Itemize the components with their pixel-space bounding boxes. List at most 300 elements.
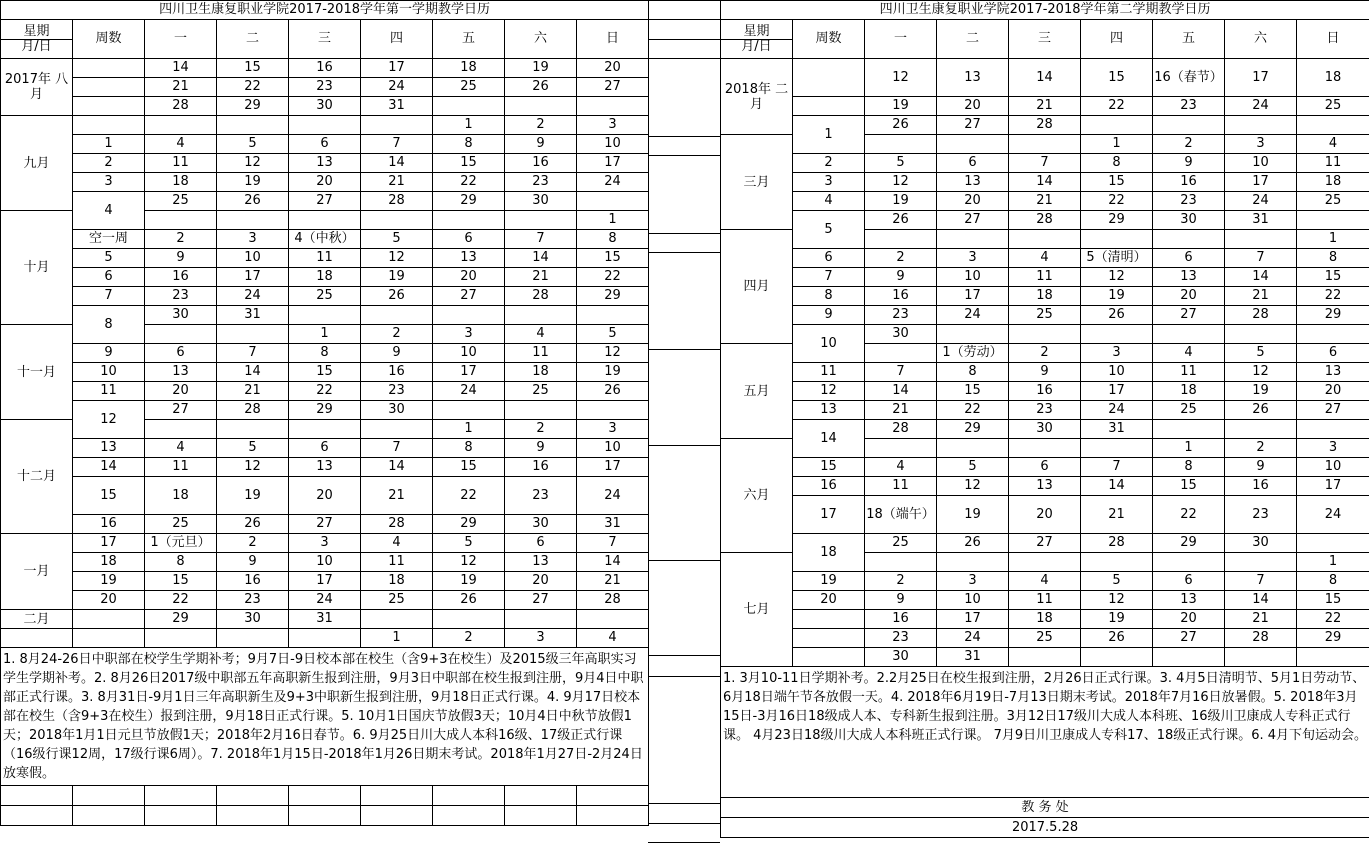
date-cell — [145, 116, 217, 135]
date-cell: 19 — [577, 363, 649, 382]
date-cell: 10 — [1225, 154, 1297, 173]
date-cell: 15 — [1081, 173, 1153, 192]
date-cell: 16 — [1153, 173, 1225, 192]
date-cell: 19 — [361, 268, 433, 287]
date-cell: 25 — [1153, 401, 1225, 420]
date-cell: 13 — [1153, 591, 1225, 610]
date-cell: 9 — [1009, 363, 1081, 382]
date-cell: 8 — [1297, 249, 1369, 268]
date-cell: 16 — [1225, 477, 1297, 496]
date-cell: 6 — [289, 135, 361, 154]
date-cell: 12 — [865, 59, 937, 97]
date-cell: 13 — [505, 553, 577, 572]
date-cell: 29 — [1297, 306, 1369, 325]
date-cell: 17 — [937, 610, 1009, 629]
calendar-notes: 1. 3月10-11日学期补考。2.2月25日在校生报到注册，2月26日正式行课。3. 4月5日清明节、5月1日劳动节、6月18日端午节各放假一天。4. 2018年6月19日-7月13日期末考试。2018年7月16日放暑假。5. 2018年3月15日-3月16日18级成人本、专科新生报到注册。3月12日17级川大成人本科班、16级川卫康成人专科正式行课。 4月23日18级川大成人本科班正式行课。 7月9日川卫康成人专科17、18级正式行课。6. 4月下旬运动会。 — [721, 667, 1369, 798]
date-cell — [1009, 439, 1081, 458]
date-cell: 2 — [433, 629, 505, 648]
date-cell: 3 — [289, 534, 361, 553]
date-cell: 20 — [433, 268, 505, 287]
date-cell: 30 — [1009, 420, 1081, 439]
month-label: 一月 — [1, 534, 73, 610]
date-cell: 6 — [145, 344, 217, 363]
date-cell — [145, 325, 217, 344]
semester1-calendar — [0, 0, 649, 826]
header-day: 三 — [1009, 20, 1081, 59]
date-cell: 30 — [1225, 534, 1297, 553]
date-cell: 9 — [361, 344, 433, 363]
date-cell — [1297, 211, 1369, 230]
week-number-cell: 17 — [793, 496, 865, 534]
week-number-cell: 2 — [793, 154, 865, 173]
date-cell — [1225, 648, 1297, 667]
date-cell: 18 — [1009, 610, 1081, 629]
footer-empty-cell — [289, 786, 361, 806]
date-cell — [577, 401, 649, 420]
date-cell: 17 — [1225, 173, 1297, 192]
date-cell: 18（端午） — [865, 496, 937, 534]
week-number-cell: 8 — [793, 287, 865, 306]
date-cell: 12 — [217, 154, 289, 173]
date-cell — [217, 325, 289, 344]
week-number-cell: 10 — [73, 363, 145, 382]
date-cell: 15 — [1153, 477, 1225, 496]
calendar-row — [1, 439, 649, 458]
calendar-row — [1, 135, 649, 154]
date-cell: 16 — [361, 363, 433, 382]
date-cell: 9 — [145, 249, 217, 268]
calendar-row — [721, 325, 1369, 344]
date-cell — [1225, 553, 1297, 572]
date-cell: 23 — [289, 78, 361, 97]
week-number-cell: 空一周 — [73, 230, 145, 249]
date-cell: 13 — [145, 363, 217, 382]
week-number-cell: 4 — [793, 192, 865, 211]
date-cell: 4 — [361, 534, 433, 553]
date-cell — [361, 610, 433, 629]
week-number-cell: 9 — [793, 306, 865, 325]
date-cell: 16 — [289, 59, 361, 78]
date-cell: 29 — [577, 287, 649, 306]
date-cell: 30 — [217, 610, 289, 629]
date-cell: 3 — [1297, 439, 1369, 458]
date-cell: 17 — [1225, 59, 1297, 97]
calendar-row — [1, 344, 649, 363]
date-cell: 23 — [1153, 192, 1225, 211]
date-cell — [289, 629, 361, 648]
date-cell: 25 — [1009, 306, 1081, 325]
date-cell: 20 — [937, 97, 1009, 116]
month-label-empty — [1, 629, 73, 648]
date-cell: 5 — [1225, 344, 1297, 363]
calendar-row — [1, 268, 649, 287]
date-cell: 2 — [865, 572, 937, 591]
week-number-cell: 13 — [73, 439, 145, 458]
date-cell: 25 — [865, 534, 937, 553]
calendar-row — [1, 477, 649, 515]
calendar-row — [721, 211, 1369, 230]
calendar-row — [721, 648, 1369, 667]
date-cell: 19 — [505, 59, 577, 78]
date-cell: 23 — [217, 591, 289, 610]
date-cell: 11 — [289, 249, 361, 268]
header-day: 一 — [865, 20, 937, 59]
date-cell — [433, 97, 505, 116]
header-week-number: 周数 — [73, 20, 145, 59]
date-cell: 7 — [217, 344, 289, 363]
date-cell: 13 — [1009, 477, 1081, 496]
date-cell: 19 — [937, 496, 1009, 534]
calendar-row — [721, 591, 1369, 610]
date-cell: 30 — [289, 97, 361, 116]
week-number-cell — [793, 610, 865, 629]
date-cell: 26 — [1081, 629, 1153, 648]
date-cell: 22 — [937, 401, 1009, 420]
date-cell: 28 — [865, 420, 937, 439]
header-day: 日 — [1297, 20, 1369, 59]
date-cell: 25 — [289, 287, 361, 306]
calendar-row — [1, 306, 649, 325]
date-cell: 11 — [145, 154, 217, 173]
week-number-cell — [73, 610, 145, 629]
week-number-cell — [73, 78, 145, 97]
gap-line — [648, 655, 720, 656]
week-number-cell: 16 — [793, 477, 865, 496]
date-cell: 11 — [865, 477, 937, 496]
footer-empty-cell — [505, 806, 577, 826]
header-day: 四 — [361, 20, 433, 59]
date-cell — [217, 211, 289, 230]
date-cell: 23 — [1009, 401, 1081, 420]
date-cell — [217, 116, 289, 135]
date-cell: 27 — [937, 211, 1009, 230]
date-cell: 28 — [577, 591, 649, 610]
date-cell: 26 — [1225, 401, 1297, 420]
date-cell: 5 — [1081, 572, 1153, 591]
date-cell: 21 — [145, 78, 217, 97]
week-number-cell: 10 — [793, 325, 865, 363]
date-cell: 16 — [505, 458, 577, 477]
date-cell: 13 — [289, 458, 361, 477]
date-cell — [433, 306, 505, 325]
date-cell: 18 — [145, 173, 217, 192]
date-cell: 23 — [505, 173, 577, 192]
date-cell: 20 — [289, 477, 361, 515]
date-cell: 5 — [577, 325, 649, 344]
date-cell: 21 — [1009, 97, 1081, 116]
date-cell: 8 — [1153, 458, 1225, 477]
date-cell: 19 — [1081, 610, 1153, 629]
date-cell: 30 — [505, 515, 577, 534]
gap-line — [648, 349, 720, 350]
date-cell: 4 — [145, 439, 217, 458]
footer-empty-cell — [361, 786, 433, 806]
date-cell: 15 — [1297, 268, 1369, 287]
date-cell: 8 — [433, 135, 505, 154]
date-cell: 10 — [1081, 363, 1153, 382]
date-cell: 17 — [433, 363, 505, 382]
gap-line — [648, 233, 720, 234]
date-cell: 22 — [217, 78, 289, 97]
calendar-row — [721, 420, 1369, 439]
date-cell — [1297, 420, 1369, 439]
date-cell: 23 — [1153, 97, 1225, 116]
date-cell: 23 — [145, 287, 217, 306]
semester2-calendar — [720, 0, 1369, 838]
date-cell: 4 — [577, 629, 649, 648]
calendar-row — [721, 173, 1369, 192]
date-cell: 10 — [217, 249, 289, 268]
date-cell — [289, 420, 361, 439]
date-cell: 1 — [433, 116, 505, 135]
date-cell: 25 — [145, 192, 217, 211]
date-cell: 1 — [577, 211, 649, 230]
date-cell: 5 — [217, 439, 289, 458]
date-cell: 13 — [937, 173, 1009, 192]
date-cell: 21 — [865, 401, 937, 420]
date-cell — [865, 344, 937, 363]
week-number-cell: 4 — [73, 192, 145, 230]
date-cell: 15 — [1297, 591, 1369, 610]
date-cell: 25 — [505, 382, 577, 401]
month-label: 四月 — [721, 230, 793, 344]
calendar-row — [721, 306, 1369, 325]
date-cell: 12 — [433, 553, 505, 572]
date-cell — [145, 629, 217, 648]
date-cell: 4（中秋） — [289, 230, 361, 249]
calendar-row — [721, 496, 1369, 534]
date-cell: 21 — [217, 382, 289, 401]
calendar-row — [1, 116, 649, 135]
date-cell: 25 — [1297, 192, 1369, 211]
calendar-row — [721, 97, 1369, 116]
date-cell: 12 — [361, 249, 433, 268]
calendar-row — [1, 230, 649, 249]
date-cell — [937, 325, 1009, 344]
date-cell: 7 — [361, 439, 433, 458]
date-cell: 24 — [1225, 192, 1297, 211]
date-cell — [1081, 553, 1153, 572]
date-cell: 27 — [1153, 306, 1225, 325]
date-cell: 31 — [1081, 420, 1153, 439]
month-label: 十二月 — [1, 420, 73, 534]
calendar-row — [1, 401, 649, 420]
date-cell: 27 — [289, 515, 361, 534]
date-cell — [505, 211, 577, 230]
date-cell — [937, 553, 1009, 572]
month-label: 2017年 八月 — [1, 59, 73, 116]
date-cell: 11 — [1009, 591, 1081, 610]
date-cell: 1 — [1297, 553, 1369, 572]
week-number-cell: 13 — [793, 401, 865, 420]
date-cell: 29 — [217, 97, 289, 116]
date-cell: 28 — [145, 97, 217, 116]
date-cell: 14 — [361, 154, 433, 173]
week-number-cell: 11 — [73, 382, 145, 401]
date-cell: 28 — [1009, 211, 1081, 230]
date-cell: 12 — [1225, 363, 1297, 382]
date-cell: 16 — [145, 268, 217, 287]
date-cell: 3 — [433, 325, 505, 344]
header-weekday-month — [1, 20, 73, 59]
date-cell — [289, 211, 361, 230]
date-cell: 3 — [217, 230, 289, 249]
footer-empty-cell — [217, 806, 289, 826]
date-cell: 18 — [289, 268, 361, 287]
date-cell: 20 — [289, 173, 361, 192]
date-cell: 17 — [361, 59, 433, 78]
footer-empty-cell — [217, 786, 289, 806]
date-cell: 29 — [433, 515, 505, 534]
calendar-row — [1, 173, 649, 192]
calendar-row — [1, 553, 649, 572]
date-cell: 10 — [433, 344, 505, 363]
date-cell: 30 — [505, 192, 577, 211]
date-cell: 14 — [1225, 591, 1297, 610]
week-number-cell: 1 — [73, 135, 145, 154]
date-cell: 9 — [865, 591, 937, 610]
date-cell: 1 — [1153, 439, 1225, 458]
date-cell: 5（清明） — [1081, 249, 1153, 268]
gap-line — [648, 155, 720, 156]
footer-empty-cell — [289, 806, 361, 826]
month-label: 十一月 — [1, 325, 73, 420]
date-cell: 30 — [865, 648, 937, 667]
date-cell: 17 — [577, 154, 649, 173]
header-day: 四 — [1081, 20, 1153, 59]
date-cell: 22 — [1297, 610, 1369, 629]
gap-line — [648, 676, 720, 677]
footer-empty-cell — [73, 786, 145, 806]
date-cell — [361, 116, 433, 135]
week-number-cell: 16 — [73, 515, 145, 534]
week-number-cell: 3 — [793, 173, 865, 192]
date-cell — [865, 439, 937, 458]
date-cell: 15 — [433, 458, 505, 477]
calendar-title: 四川卫生康复职业学院2017-2018学年第二学期教学日历 — [721, 1, 1369, 20]
date-cell: 30 — [865, 325, 937, 344]
date-cell: 14 — [217, 363, 289, 382]
date-cell: 30 — [1153, 211, 1225, 230]
date-cell: 6 — [1153, 249, 1225, 268]
date-cell: 13 — [433, 249, 505, 268]
date-cell — [145, 211, 217, 230]
footer-empty-cell — [73, 806, 145, 826]
date-cell: 15 — [217, 59, 289, 78]
date-cell: 20 — [1153, 287, 1225, 306]
date-cell — [1153, 420, 1225, 439]
date-cell: 18 — [1153, 382, 1225, 401]
date-cell: 20 — [505, 572, 577, 591]
date-cell — [865, 135, 937, 154]
date-cell: 7 — [577, 534, 649, 553]
date-cell: 8 — [937, 363, 1009, 382]
header-weekday-month — [721, 20, 793, 59]
date-cell — [1153, 116, 1225, 135]
week-number-cell: 15 — [793, 458, 865, 477]
date-cell — [217, 629, 289, 648]
week-number-cell: 1 — [793, 116, 865, 154]
date-cell: 4 — [1009, 249, 1081, 268]
calendar-row — [721, 477, 1369, 496]
header-monthday-label: 月/日 — [1, 39, 72, 54]
date-cell: 4 — [1297, 135, 1369, 154]
date-cell — [577, 610, 649, 629]
date-cell: 14 — [865, 382, 937, 401]
date-cell: 24 — [937, 306, 1009, 325]
date-cell: 4 — [865, 458, 937, 477]
date-cell: 9 — [505, 439, 577, 458]
header-day: 一 — [145, 20, 217, 59]
date-cell: 31 — [289, 610, 361, 629]
date-cell — [937, 135, 1009, 154]
date-cell: 16 — [217, 572, 289, 591]
date-cell — [505, 610, 577, 629]
footer-empty-cell — [433, 806, 505, 826]
date-cell: 21 — [1225, 610, 1297, 629]
date-cell: 6 — [937, 154, 1009, 173]
week-number-cell: 15 — [73, 477, 145, 515]
date-cell: 20 — [1009, 496, 1081, 534]
calendar-row — [1, 572, 649, 591]
date-cell — [361, 420, 433, 439]
month-label: 十月 — [1, 211, 73, 325]
date-cell: 25 — [1009, 629, 1081, 648]
header-weekday-label: 星期 — [743, 23, 770, 39]
header-weekday-label: 星期 — [23, 23, 50, 39]
date-cell: 8 — [433, 439, 505, 458]
date-cell: 11 — [361, 553, 433, 572]
date-cell: 23 — [505, 477, 577, 515]
date-cell: 3 — [1081, 344, 1153, 363]
date-cell — [1225, 420, 1297, 439]
week-number-cell — [73, 59, 145, 78]
month-label: 二月 — [1, 610, 73, 629]
calendar-row — [1, 591, 649, 610]
date-cell: 2 — [505, 420, 577, 439]
calendar-row — [721, 268, 1369, 287]
footer-empty-cell — [433, 786, 505, 806]
date-cell: 26 — [361, 287, 433, 306]
date-cell: 21 — [1009, 192, 1081, 211]
date-cell: 21 — [1081, 496, 1153, 534]
date-cell: 9 — [505, 135, 577, 154]
week-number-cell — [73, 116, 145, 135]
calendar-title: 四川卫生康复职业学院2017-2018学年第一学期教学日历 — [1, 1, 649, 20]
date-cell — [505, 97, 577, 116]
date-cell — [1225, 116, 1297, 135]
calendar-row — [1, 534, 649, 553]
week-number-cell: 20 — [793, 591, 865, 610]
header-day: 六 — [505, 20, 577, 59]
date-cell: 22 — [289, 382, 361, 401]
calendar-row — [1, 515, 649, 534]
gap-line — [648, 823, 720, 824]
footer-empty-cell — [361, 806, 433, 826]
date-cell: 14 — [145, 59, 217, 78]
date-cell: 18 — [361, 572, 433, 591]
header-week-number: 周数 — [793, 20, 865, 59]
date-cell: 16 — [865, 287, 937, 306]
gap-line — [648, 803, 720, 804]
date-cell: 23 — [865, 629, 937, 648]
date-cell: 29 — [937, 420, 1009, 439]
week-number-cell: 12 — [73, 401, 145, 439]
date-cell: 17 — [577, 458, 649, 477]
date-cell — [577, 306, 649, 325]
header-day: 三 — [289, 20, 361, 59]
date-cell: 1 — [1081, 135, 1153, 154]
